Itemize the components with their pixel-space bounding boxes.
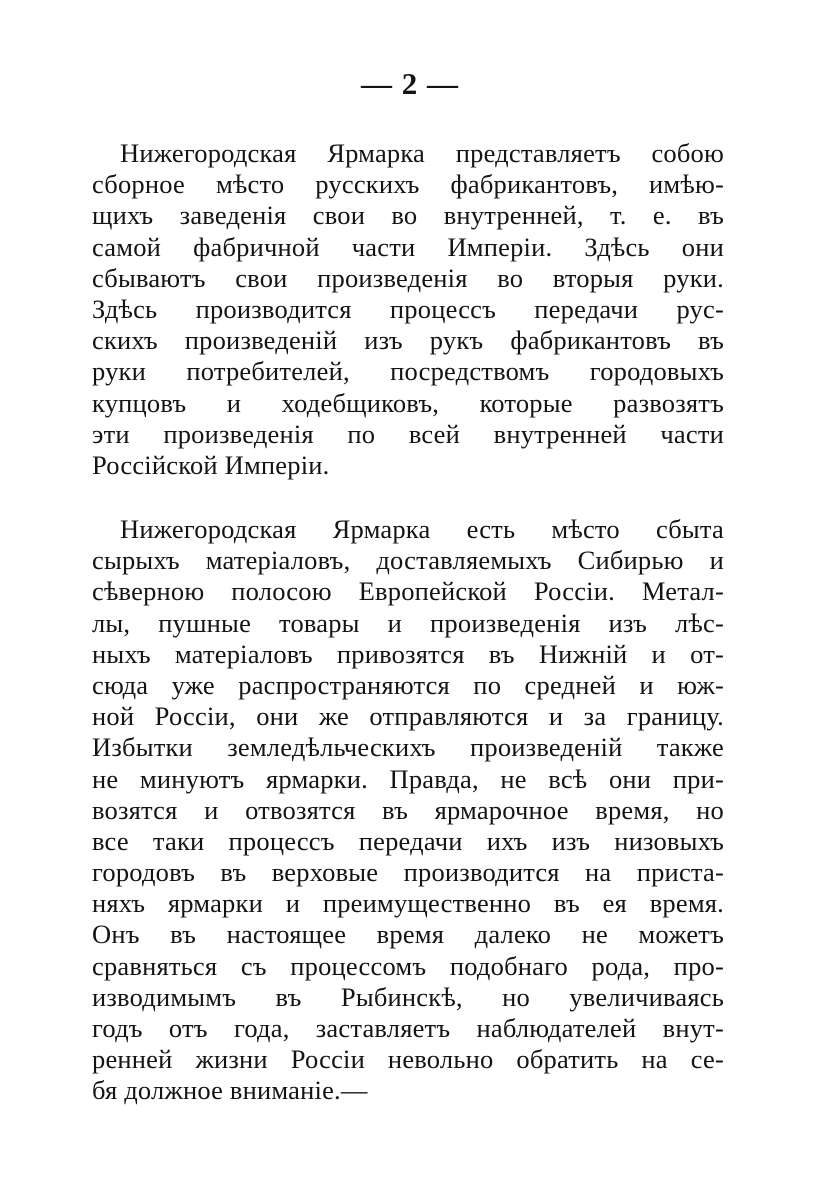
text-line: сюда уже распространяются по средней и юж- <box>92 669 724 700</box>
text-line: сборное мѣсто русскихъ фабрикантовъ, имѣю- <box>92 169 724 200</box>
text-line: купцовъ и ходебщиковъ, которые развозятъ <box>92 387 724 418</box>
text-line: сырыхъ матеріаловъ, доставляемыхъ Сибирью и <box>92 545 724 576</box>
text-line: Здѣсь производится процессъ передачи рус- <box>92 293 724 324</box>
text-line: эти произведенія по всей внутренней части <box>92 418 724 449</box>
text-line: ной Россіи, они же отправляются и за границу. <box>92 701 724 732</box>
text-line: Избытки земледѣльческихъ произведеній также <box>92 732 724 763</box>
text-line: не минуютъ ярмарки. Правда, не всѣ они при- <box>92 763 724 794</box>
text-line: руки потребителей, посредствомъ городовыхъ <box>92 356 724 387</box>
text-line: Нижегородская Ярмарка представляетъ собою <box>120 138 724 168</box>
text-line: все таки процессъ передачи ихъ изъ низовыхъ <box>92 825 724 856</box>
text-line: Нижегородская Ярмарка есть мѣсто сбыта <box>120 514 724 544</box>
paragraph-2 <box>92 514 724 1107</box>
text-line: Онъ въ настоящее время далеко не можетъ <box>92 919 724 950</box>
text-line: бя должное вниманіе.— <box>92 1075 368 1106</box>
text-line: самой фабричной части Имперіи. Здѣсь они <box>92 231 724 262</box>
text-line: сравняться съ процессомъ подобнаго рода, про- <box>92 950 724 981</box>
text-line: изводимымъ въ Рыбинскѣ, но увеличиваясь <box>92 981 724 1012</box>
text-line: сбываютъ свои произведенія во вторыя руки. <box>92 262 724 293</box>
text-line: сѣверною полосою Европейской Россіи. Метал- <box>92 576 724 607</box>
paragraph-1 <box>92 138 724 481</box>
text-line: городовъ въ верховые производится на приста- <box>92 857 724 888</box>
page-number: — 2 — <box>361 66 459 101</box>
text-line: щихъ заведенія свои во внутренней, т. е. въ <box>92 200 724 231</box>
text-line: ренней жизни Россіи невольно обратить на се- <box>92 1044 724 1075</box>
text-line: Россійской Имперіи. <box>92 449 330 480</box>
text-line: возятся и отвозятся въ ярмарочное время, но <box>92 794 724 825</box>
text-line: годъ отъ года, заставляетъ наблюдателей внут- <box>92 1013 724 1043</box>
text-line: няхъ ярмарки и преимущественно въ ея время. <box>92 888 724 919</box>
text-line: ныхъ матеріаловъ привозятся въ Нижній и от- <box>92 638 724 669</box>
text-line: скихъ произведеній изъ рукъ фабрикантовъ въ <box>92 325 724 356</box>
text-line: лы, пушные товары и произведенія изъ лѣс- <box>92 607 724 638</box>
